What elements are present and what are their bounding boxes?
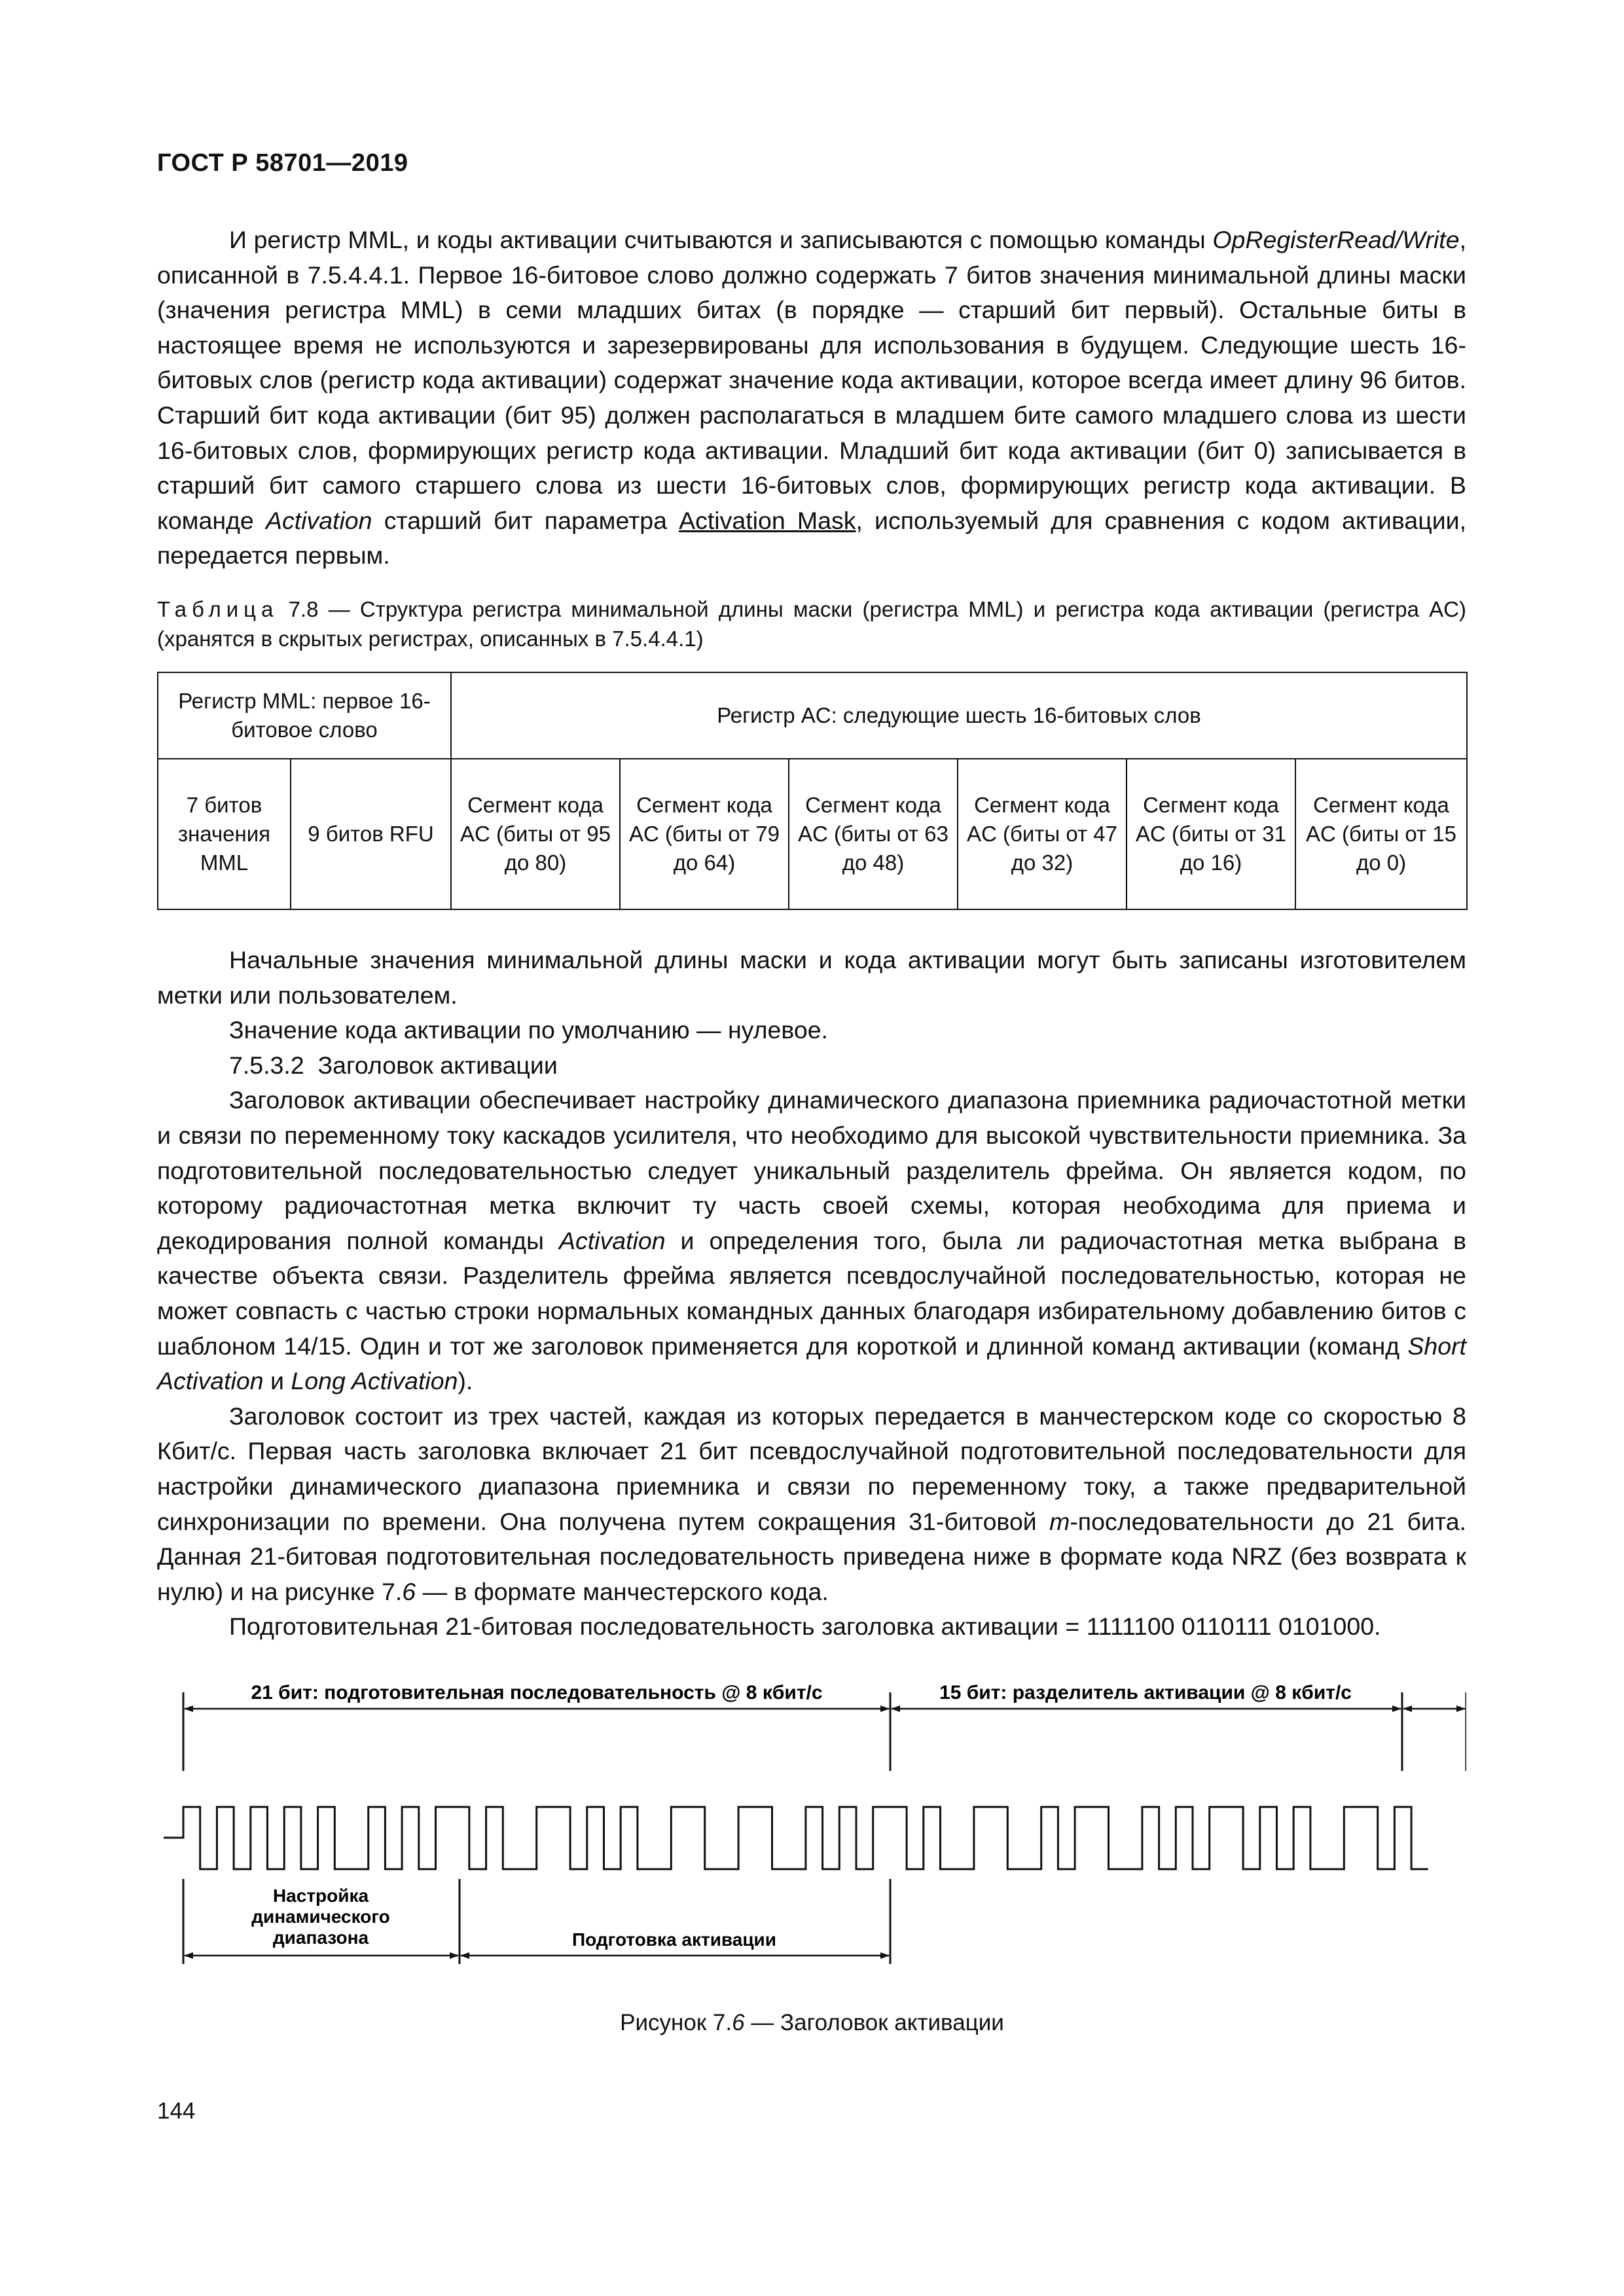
dynamic-range-label-line2: динамического — [251, 1906, 390, 1927]
table-cell: Сегмент кода AC (биты от 31 до 16) — [1127, 759, 1295, 909]
table-header-mml: Регистр MML: первое 16-битовое слово — [158, 672, 451, 759]
section-heading: 7.5.3.2 Заголовок активации — [229, 1051, 558, 1079]
page-number: 144 — [157, 2098, 196, 2124]
paragraph-default-value: Значение кода активации по умолчанию — нулевое. — [229, 1016, 828, 1044]
table-cell: Сегмент кода AC (биты от 95 до 80) — [451, 759, 620, 909]
dynamic-range-label-line1: Настройка — [272, 1886, 369, 1906]
preamble-label: 21 бит: подготовительная последовательность @ 8 кбит/с — [251, 1682, 823, 1704]
table-caption-label: Таблица — [157, 597, 279, 621]
command-name: OpRegisterRead/Write — [1212, 226, 1460, 253]
paragraph-preamble-sequence: Подготовительная 21-битовая последовательность заголовка активации = 1111100 0110111 0101000. — [229, 1613, 1381, 1641]
delimiter-label: 15 бит: разделитель активации @ 8 кбит/с — [939, 1682, 1352, 1704]
dynamic-range-label-line3: диапазона — [272, 1927, 369, 1948]
table-cell: Сегмент кода AC (биты от 15 до 0) — [1295, 759, 1467, 909]
manchester-waveform-diagram — [157, 1673, 1466, 1967]
table-cell: Сегмент кода AC (биты от 47 до 32) — [958, 759, 1127, 909]
table-cell: 7 битов значения MML — [158, 759, 291, 909]
command-name: Short Activation — [157, 1332, 1466, 1395]
figure-caption: Рисунок 7.6 — Заголовок активации — [620, 2010, 1004, 2035]
paragraph-initial-values: Начальные значения минимальной длины маски и кода активации могут быть записаны изготовителем метки или пользователем. — [157, 946, 1466, 1009]
command-name: Activation — [558, 1226, 666, 1254]
activation-prep-label: Подготовка активации — [572, 1929, 776, 1950]
section-body — [157, 943, 1466, 1645]
paragraph-header-purpose: Заголовок активации обеспечивает настройку динамического диапазона приемника радиочастотной метки и связи по переменному току каскадов усилителя, что необходимо для высокой чувствительности приемника. За подготовительной последовательностью следует уникальный разделитель фрейма. Он является кодом, по которому радиочастотная метка включит ту часть своей схемы, которая необходима для приема и декодирования полной команды Activation и определения того, была ли радиочастотная метка выбрана в качестве объекта связи. Разделитель фрейма является псевдослучайной последовательностью, которая не может совпасть с частью строки нормальных командных данных благодаря избирательному добавлению битов с шаблоном 14/15. Один и тот же заголовок применяется для короткой и длинной команд активации (команд Short Activation и Long Activation). — [157, 1086, 1466, 1395]
table-cell: Сегмент кода AC (биты от 63 до 48) — [789, 759, 958, 909]
register-table — [157, 672, 1468, 910]
command-name: Long Activation — [291, 1367, 458, 1395]
activation-header-figure — [157, 1673, 1466, 1967]
command-name: Activation — [265, 506, 372, 534]
paragraph-header-structure: Заголовок состоит из трех частей, каждая из которых передается в манчестерском коде со скоростью 8 Кбит/с. Первая часть заголовка включает 21 бит псевдослучайной подготовительной последовательности для настройки динамического диапазона приемника и связи по переменному току, а также предварительной синхронизации по времени. Она получена путем сокращения 31-битовой m-последовательности до 21 бита. Данная 21-битовая подготовительная последовательность приведена ниже в формате кода NRZ (без возврата к нулю) и на рисунке 7.6 — в формате манчестерского кода. — [157, 1402, 1466, 1605]
parameter-name: Activation Mask — [679, 506, 856, 534]
table-caption: Таблица 7.8 — Структура регистра минимальной длины маски (регистра MML) и регистра кода активации (регистра AC) (хранятся в скрытых регистрах, описанных в 7.5.4.4.1) — [157, 597, 1466, 651]
table-cell: Сегмент кода AC (биты от 79 до 64) — [620, 759, 789, 909]
document-header: ГОСТ Р 58701—2019 — [157, 149, 408, 177]
table-header-ac: Регистр AC: следующие шесть 16-битовых слов — [451, 672, 1467, 759]
waveform-trace — [164, 1807, 1428, 1869]
paragraph-mml-registers: И регистр MML, и коды активации считываются и записываются с помощью команды OpRegisterRead/Write, описанной в 7.5.4.4.1. Первое 16-битовое слово должно содержать 7 битов значения минимальной длины маски (значения регистра MML) в семи младших битах (в порядке — старший бит первый). Остальные биты в настоящее время не используются и зарезервированы для использования в будущем. Следующие шесть 16-битовых слов (регистр кода активации) содержат значение кода активации, которое всегда имеет длину 96 битов. Старший бит кода активации (бит 95) должен располагаться в младшем бите самого младшего слова из шести 16-битовых слов, формирующих регистр кода активации. Младший бит кода активации (бит 0) записывается в старший бит самого старшего слова из шести 16-битовых слов, формирующих регистр кода активации. В команде Activation старший бит параметра Activation Mask, используемый для сравнения с кодом активации, передается первым. — [157, 226, 1467, 570]
manchester-waveform — [164, 1807, 1428, 1869]
table-cell: 9 битов RFU — [291, 759, 451, 909]
